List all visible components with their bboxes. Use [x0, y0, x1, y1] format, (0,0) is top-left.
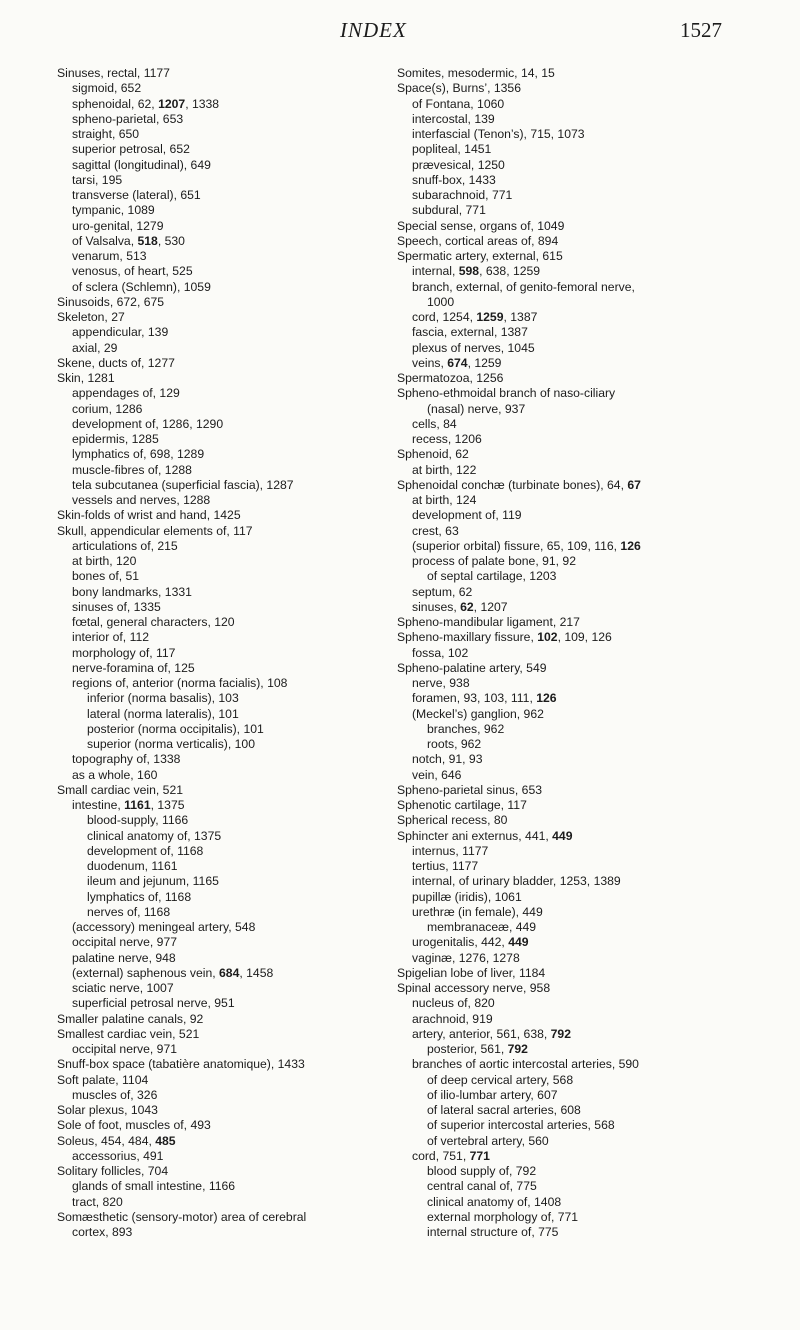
- index-column-left: [57, 66, 432, 1240]
- index-entry: of Valsalva, 518, 530: [72, 233, 185, 248]
- index-entry: sciatic nerve, 1007: [72, 981, 174, 995]
- index-entry: vaginæ, 1276, 1278: [412, 950, 520, 965]
- index-entry: vessels and nerves, 1288: [72, 493, 211, 507]
- index-entry: nerve-foramina of, 125: [72, 660, 195, 675]
- index-entry: external morphology of, 771: [427, 1209, 579, 1224]
- index-entry: development of, 119: [412, 508, 522, 523]
- index-entry: occipital nerve, 977: [72, 935, 178, 950]
- index-entry: Spheno-ethmoidal branch of naso-ciliary: [397, 386, 616, 401]
- index-entry: at birth, 120: [72, 554, 137, 568]
- index-entry: lymphatics of, 698, 1289: [72, 447, 205, 462]
- index-entry: artery, anterior, 561, 638, 792: [412, 1026, 571, 1041]
- index-entry: Smaller palatine canals, 92: [57, 1011, 204, 1026]
- index-entry: crest, 63: [412, 523, 459, 538]
- index-entry: branch, external, of genito-femoral nerve,: [412, 279, 635, 294]
- index-entry: Sinuses, rectal, 1177: [57, 66, 170, 80]
- index-entry: inferior (norma basalis), 103: [87, 691, 239, 706]
- index-entry: Spherical recess, 80: [397, 813, 508, 828]
- index-entry: uro-genital, 1279: [72, 218, 164, 233]
- index-entry: sphenoidal, 62, 1207, 1338: [72, 96, 220, 111]
- index-entry: internus, 1177: [412, 843, 489, 858]
- index-entry: (nasal) nerve, 937: [427, 401, 526, 416]
- index-entry: (accessory) meningeal artery, 548: [72, 920, 256, 934]
- index-entry: popliteal, 1451: [412, 142, 492, 157]
- index-entry: accessorius, 491: [72, 1148, 164, 1163]
- index-entry: Spermatozoa, 1256: [397, 371, 504, 385]
- index-entry: of septal cartilage, 1203: [427, 569, 557, 584]
- index-entry: Sphenotic cartilage, 117: [397, 798, 527, 812]
- index-entry: morphology of, 117: [72, 645, 176, 660]
- index-entry: venarum, 513: [72, 249, 147, 263]
- index-entry: posterior (norma occipitalis), 101: [87, 721, 264, 736]
- index-entry: posterior, 561, 792: [427, 1042, 528, 1056]
- index-entry: tela subcutanea (superficial fascia), 1287: [72, 477, 294, 492]
- index-entry: intercostal, 139: [412, 111, 495, 126]
- index-entry: fœtal, general characters, 120: [72, 615, 235, 629]
- index-entry: tympanic, 1089: [72, 203, 155, 218]
- index-entry: topography of, 1338: [72, 752, 181, 767]
- index-entry: palatine nerve, 948: [72, 950, 176, 965]
- running-title: INDEX: [340, 18, 407, 42]
- index-entry: superior petrosal, 652: [72, 142, 190, 157]
- index-entry: cortex, 893: [72, 1225, 133, 1239]
- index-entry: lateral (norma lateralis), 101: [87, 706, 239, 721]
- index-column-right: [397, 66, 772, 1240]
- index-entry: notch, 91, 93: [412, 752, 483, 767]
- index-entry: straight, 650: [72, 127, 140, 141]
- index-entry: clinical anatomy of, 1408: [427, 1194, 562, 1209]
- index-entry: sinuses of, 1335: [72, 599, 161, 614]
- index-entry: blood-supply, 1166: [87, 813, 189, 828]
- index-entry: regions of, anterior (norma facialis), 108: [72, 676, 288, 690]
- index-entry: bony landmarks, 1331: [72, 584, 192, 599]
- index-entry: ileum and jejunum, 1165: [87, 874, 219, 889]
- index-entry: articulations of, 215: [72, 538, 178, 553]
- index-entry: Small cardiac vein, 521: [57, 782, 183, 797]
- index-entry: intestine, 1161, 1375: [72, 798, 185, 812]
- page-header: [0, 8, 800, 48]
- index-entry: of lateral sacral arteries, 608: [427, 1103, 581, 1117]
- index-entry: Spinal accessory nerve, 958: [397, 981, 551, 995]
- index-entry: superficial petrosal nerve, 951: [72, 996, 235, 1011]
- index-entry: (Meckel’s) ganglion, 962: [412, 706, 544, 721]
- index-entry: as a whole, 160: [72, 767, 158, 782]
- index-entry: Skene, ducts of, 1277: [57, 355, 175, 370]
- index-entry: Skeleton, 27: [57, 310, 125, 324]
- index-entry: Snuff-box space (tabatière anatomique), 1433: [57, 1057, 305, 1072]
- index-entry: interfascial (Tenon’s), 715, 1073: [412, 127, 585, 141]
- index-entry: Special sense, organs of, 1049: [397, 218, 565, 233]
- index-entry: Sphincter ani externus, 441, 449: [397, 828, 573, 843]
- index-entry: interior of, 112: [72, 630, 150, 645]
- index-entry: lymphatics of, 1168: [87, 889, 192, 904]
- index-entry: of deep cervical artery, 568: [427, 1072, 574, 1087]
- index-entry: of Fontana, 1060: [412, 96, 505, 111]
- index-entry: duodenum, 1161: [87, 859, 178, 873]
- index-entry: Soft palate, 1104: [57, 1072, 149, 1087]
- index-entry: central canal of, 775: [427, 1179, 537, 1194]
- index-entry: Spheno-palatine artery, 549: [397, 660, 547, 675]
- index-entry: subarachnoid, 771: [412, 188, 513, 202]
- index-entry: nerve, 938: [412, 676, 470, 690]
- index-entry: transverse (lateral), 651: [72, 188, 201, 202]
- index-entry: of vertebral artery, 560: [427, 1133, 549, 1148]
- index-entry: cord, 751, 771: [412, 1148, 490, 1163]
- index-entry: occipital nerve, 971: [72, 1042, 178, 1056]
- index-entry: appendicular, 139: [72, 325, 169, 340]
- index-entry: prævesical, 1250: [412, 157, 505, 172]
- index-entry: superior (norma verticalis), 100: [87, 737, 255, 751]
- index-entry: roots, 962: [427, 737, 482, 751]
- index-entry: nucleus of, 820: [412, 996, 495, 1011]
- index-entry: membranaceæ, 449: [427, 920, 537, 934]
- index-entry: Skin, 1281: [57, 371, 115, 385]
- index-entry: branches of aortic intercostal arteries, 590: [412, 1057, 639, 1072]
- index-entry: tertius, 1177: [412, 859, 479, 873]
- index-entry: urogenitalis, 442, 449: [412, 935, 529, 950]
- index-entry: Skin-folds of wrist and hand, 1425: [57, 508, 241, 523]
- index-entry: recess, 1206: [412, 432, 482, 446]
- index-entry: epidermis, 1285: [72, 432, 159, 446]
- index-entry: internal, 598, 638, 1259: [412, 264, 541, 279]
- index-entry: sinuses, 62, 1207: [412, 599, 508, 614]
- index-entry: corium, 1286: [72, 401, 143, 416]
- index-entry: 1000: [427, 294, 455, 309]
- index-entry: Somæsthetic (sensory-motor) area of cerebral: [57, 1209, 307, 1224]
- index-entry: tract, 820: [72, 1194, 123, 1209]
- index-entry: Spermatic artery, external, 615: [397, 249, 563, 263]
- index-entry: tarsi, 195: [72, 172, 123, 187]
- index-entry: axial, 29: [72, 340, 118, 355]
- index-entry: fossa, 102: [412, 645, 469, 660]
- index-entry: Spheno-mandibular ligament, 217: [397, 615, 580, 629]
- index-entry: Smallest cardiac vein, 521: [57, 1026, 200, 1041]
- index-entry: blood supply of, 792: [427, 1164, 537, 1178]
- index-entry: Sole of foot, muscles of, 493: [57, 1118, 211, 1133]
- index-entry: at birth, 124: [412, 493, 477, 507]
- index-entry: nerves of, 1168: [87, 904, 171, 919]
- index-entry: Speech, cortical areas of, 894: [397, 233, 559, 248]
- index-entry: Sinusoids, 672, 675: [57, 294, 165, 309]
- index-entry: internal, of urinary bladder, 1253, 1389: [412, 874, 621, 889]
- index-entry: spheno-parietal, 653: [72, 111, 184, 126]
- index-entry: sagittal (longitudinal), 649: [72, 157, 211, 172]
- index-entry: development of, 1286, 1290: [72, 416, 224, 431]
- index-entry: branches, 962: [427, 721, 505, 736]
- index-entry: subdural, 771: [412, 203, 486, 218]
- index-entry: sigmoid, 652: [72, 81, 142, 96]
- index-entry: cells, 84: [412, 416, 457, 431]
- index-entry: Somites, mesodermic, 14, 15: [397, 66, 555, 80]
- index-entry: appendages of, 129: [72, 386, 180, 401]
- index-entry: clinical anatomy of, 1375: [87, 828, 222, 843]
- index-entry: fascia, external, 1387: [412, 325, 528, 340]
- index-entry: (external) saphenous vein, 684, 1458: [72, 965, 274, 980]
- index-entry: Skull, appendicular elements of, 117: [57, 523, 253, 538]
- index-entry: Spheno-parietal sinus, 653: [397, 782, 542, 797]
- index-entry: cord, 1254, 1259, 1387: [412, 310, 538, 324]
- index-entry: Soleus, 454, 484, 485: [57, 1133, 176, 1148]
- index-entry: of superior intercostal arteries, 568: [427, 1118, 615, 1133]
- index-entry: Spheno-maxillary fissure, 102, 109, 126: [397, 630, 612, 645]
- index-entry: plexus of nerves, 1045: [412, 340, 535, 355]
- index-entry: Sphenoid, 62: [397, 447, 469, 462]
- index-entry: foramen, 93, 103, 111, 126: [412, 691, 557, 706]
- index-entry: vein, 646: [412, 767, 462, 782]
- index-entry: development of, 1168: [87, 843, 204, 858]
- index-entry: urethræ (in female), 449: [412, 904, 543, 919]
- index-entry: pupillæ (iridis), 1061: [412, 889, 522, 904]
- index-entry: at birth, 122: [412, 462, 477, 477]
- index-entry: glands of small intestine, 1166: [72, 1179, 236, 1194]
- index-entry: of sclera (Schlemn), 1059: [72, 279, 211, 294]
- index-entry: veins, 674, 1259: [412, 355, 502, 370]
- index-entry: bones of, 51: [72, 569, 140, 584]
- index-entry: septum, 62: [412, 584, 473, 599]
- index-entry: process of palate bone, 91, 92: [412, 554, 576, 568]
- index-entry: internal structure of, 775: [427, 1225, 559, 1239]
- page-number: 1527: [680, 18, 722, 42]
- index-entry: arachnoid, 919: [412, 1011, 493, 1026]
- index-entry: venosus, of heart, 525: [72, 264, 193, 279]
- index-entry: muscles of, 326: [72, 1087, 158, 1102]
- index-entry: snuff-box, 1433: [412, 172, 496, 187]
- index-entry: (superior orbital) fissure, 65, 109, 116, 126: [412, 538, 641, 553]
- index-entry: Sphenoidal conchæ (turbinate bones), 64, 67: [397, 477, 641, 492]
- index-entry: muscle-fibres of, 1288: [72, 462, 192, 477]
- index-entry: Solitary follicles, 704: [57, 1164, 169, 1178]
- index-entry: Space(s), Burns’, 1356: [397, 81, 521, 96]
- index-entry: Spigelian lobe of liver, 1184: [397, 965, 546, 980]
- index-entry: of ilio-lumbar artery, 607: [427, 1087, 558, 1102]
- index-entry: Solar plexus, 1043: [57, 1103, 158, 1117]
